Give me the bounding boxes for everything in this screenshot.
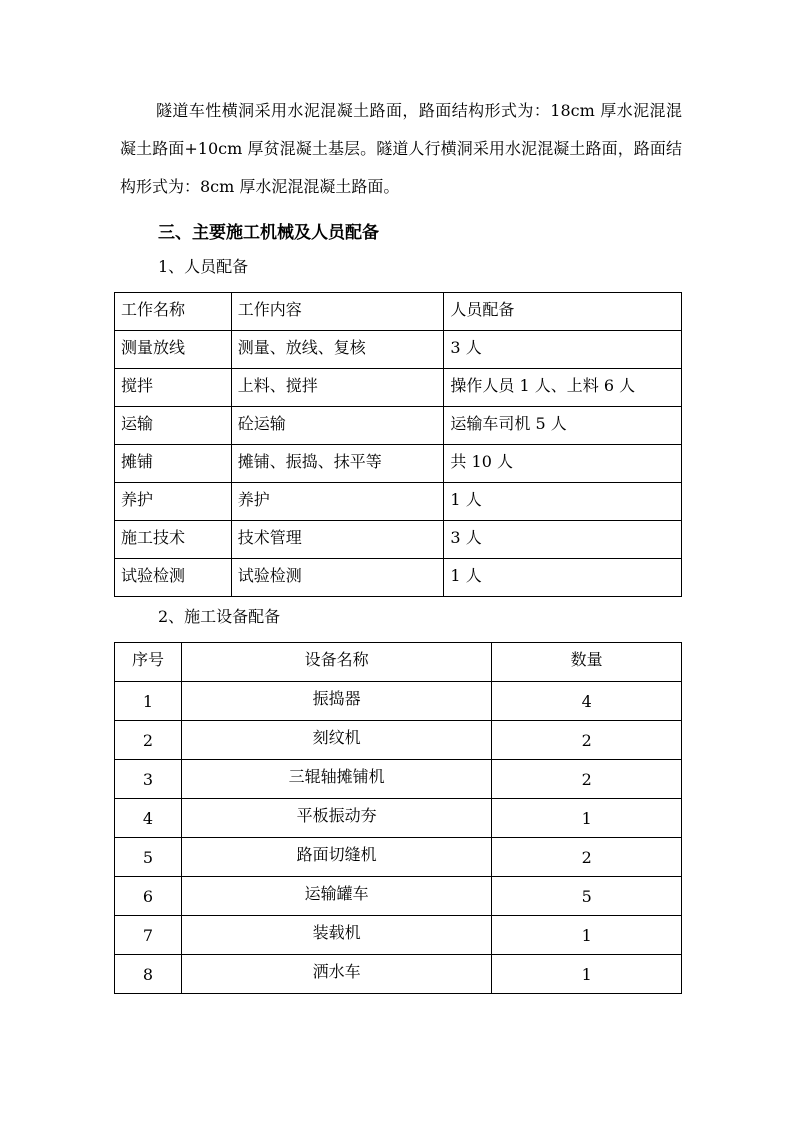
table-row (115, 721, 682, 760)
serial-cell: 4 (115, 799, 182, 838)
work-content-cell: 养护 (231, 483, 444, 521)
table-row (115, 760, 682, 799)
serial-cell: 8 (115, 955, 182, 994)
quantity-cell: 1 (492, 799, 682, 838)
serial-cell: 5 (115, 838, 182, 877)
staffing-cell: 1 人 (444, 559, 682, 597)
header-cell-staffing: 人员配备 (444, 293, 682, 331)
quantity-cell: 2 (492, 760, 682, 799)
work-content-cell: 试验检测 (231, 559, 444, 597)
equipment-name-cell: 装载机 (181, 916, 491, 955)
staff-table-header-row (115, 293, 682, 331)
staff-table (114, 292, 682, 597)
table-row (115, 838, 682, 877)
serial-cell: 6 (115, 877, 182, 916)
staffing-cell: 运输车司机 5 人 (444, 407, 682, 445)
equipment-name-cell: 平板振动夯 (181, 799, 491, 838)
serial-cell: 3 (115, 760, 182, 799)
work-content-cell: 砼运输 (231, 407, 444, 445)
quantity-cell: 5 (492, 877, 682, 916)
table-row (115, 559, 682, 597)
table-row (115, 521, 682, 559)
table-row (115, 407, 682, 445)
equipment-name-cell: 振捣器 (181, 682, 491, 721)
staffing-cell: 3 人 (444, 521, 682, 559)
equipment-table (114, 642, 682, 994)
header-cell-quantity: 数量 (492, 643, 682, 682)
work-content-cell: 技术管理 (231, 521, 444, 559)
quantity-cell: 1 (492, 955, 682, 994)
work-name-cell: 摊铺 (115, 445, 232, 483)
equipment-name-cell: 洒水车 (181, 955, 491, 994)
serial-cell: 7 (115, 916, 182, 955)
table-row (115, 331, 682, 369)
header-cell-work-content: 工作内容 (231, 293, 444, 331)
equipment-table-header-row (115, 643, 682, 682)
quantity-cell: 2 (492, 838, 682, 877)
staffing-cell: 共 10 人 (444, 445, 682, 483)
quantity-cell: 1 (492, 916, 682, 955)
intro-paragraph: 隧道车性横洞采用水泥混凝土路面，路面结构形式为：18cm 厚水泥混混凝土路面+10cm 厚贫混凝土基层。隧道人行横洞采用水泥混凝土路面，路面结构形式为：8cm 厚水泥混混凝土路面。 (120, 101, 682, 196)
table-row (115, 445, 682, 483)
table-row (115, 799, 682, 838)
table-row (115, 877, 682, 916)
work-name-cell: 试验检测 (115, 559, 232, 597)
work-name-cell: 测量放线 (115, 331, 232, 369)
table-row (115, 369, 682, 407)
work-content-cell: 测量、放线、复核 (231, 331, 444, 369)
serial-cell: 1 (115, 682, 182, 721)
equipment-name-cell: 路面切缝机 (181, 838, 491, 877)
staffing-cell: 1 人 (444, 483, 682, 521)
equipment-name-cell: 运输罐车 (181, 877, 491, 916)
header-cell-work-name: 工作名称 (115, 293, 232, 331)
equipment-name-cell: 刻纹机 (181, 721, 491, 760)
quantity-cell: 2 (492, 721, 682, 760)
table-row (115, 916, 682, 955)
work-name-cell: 施工技术 (115, 521, 232, 559)
work-name-cell: 养护 (115, 483, 232, 521)
section-heading: 三、主要施工机械及人员配备 (158, 223, 379, 243)
staffing-cell: 操作人员 1 人、上料 6 人 (444, 369, 682, 407)
work-content-cell: 上料、搅拌 (231, 369, 444, 407)
table-row (115, 682, 682, 721)
work-name-cell: 运输 (115, 407, 232, 445)
table-row (115, 483, 682, 521)
quantity-cell: 4 (492, 682, 682, 721)
staffing-cell: 3 人 (444, 331, 682, 369)
header-cell-equipment-name: 设备名称 (181, 643, 491, 682)
work-name-cell: 搅拌 (115, 369, 232, 407)
staff-section-title: 1、人员配备 (158, 257, 249, 276)
serial-cell: 2 (115, 721, 182, 760)
header-cell-serial: 序号 (115, 643, 182, 682)
equipment-name-cell: 三辊轴摊铺机 (181, 760, 491, 799)
table-row (115, 955, 682, 994)
work-content-cell: 摊铺、振捣、抹平等 (231, 445, 444, 483)
equipment-section-title: 2、施工设备配备 (158, 607, 281, 626)
